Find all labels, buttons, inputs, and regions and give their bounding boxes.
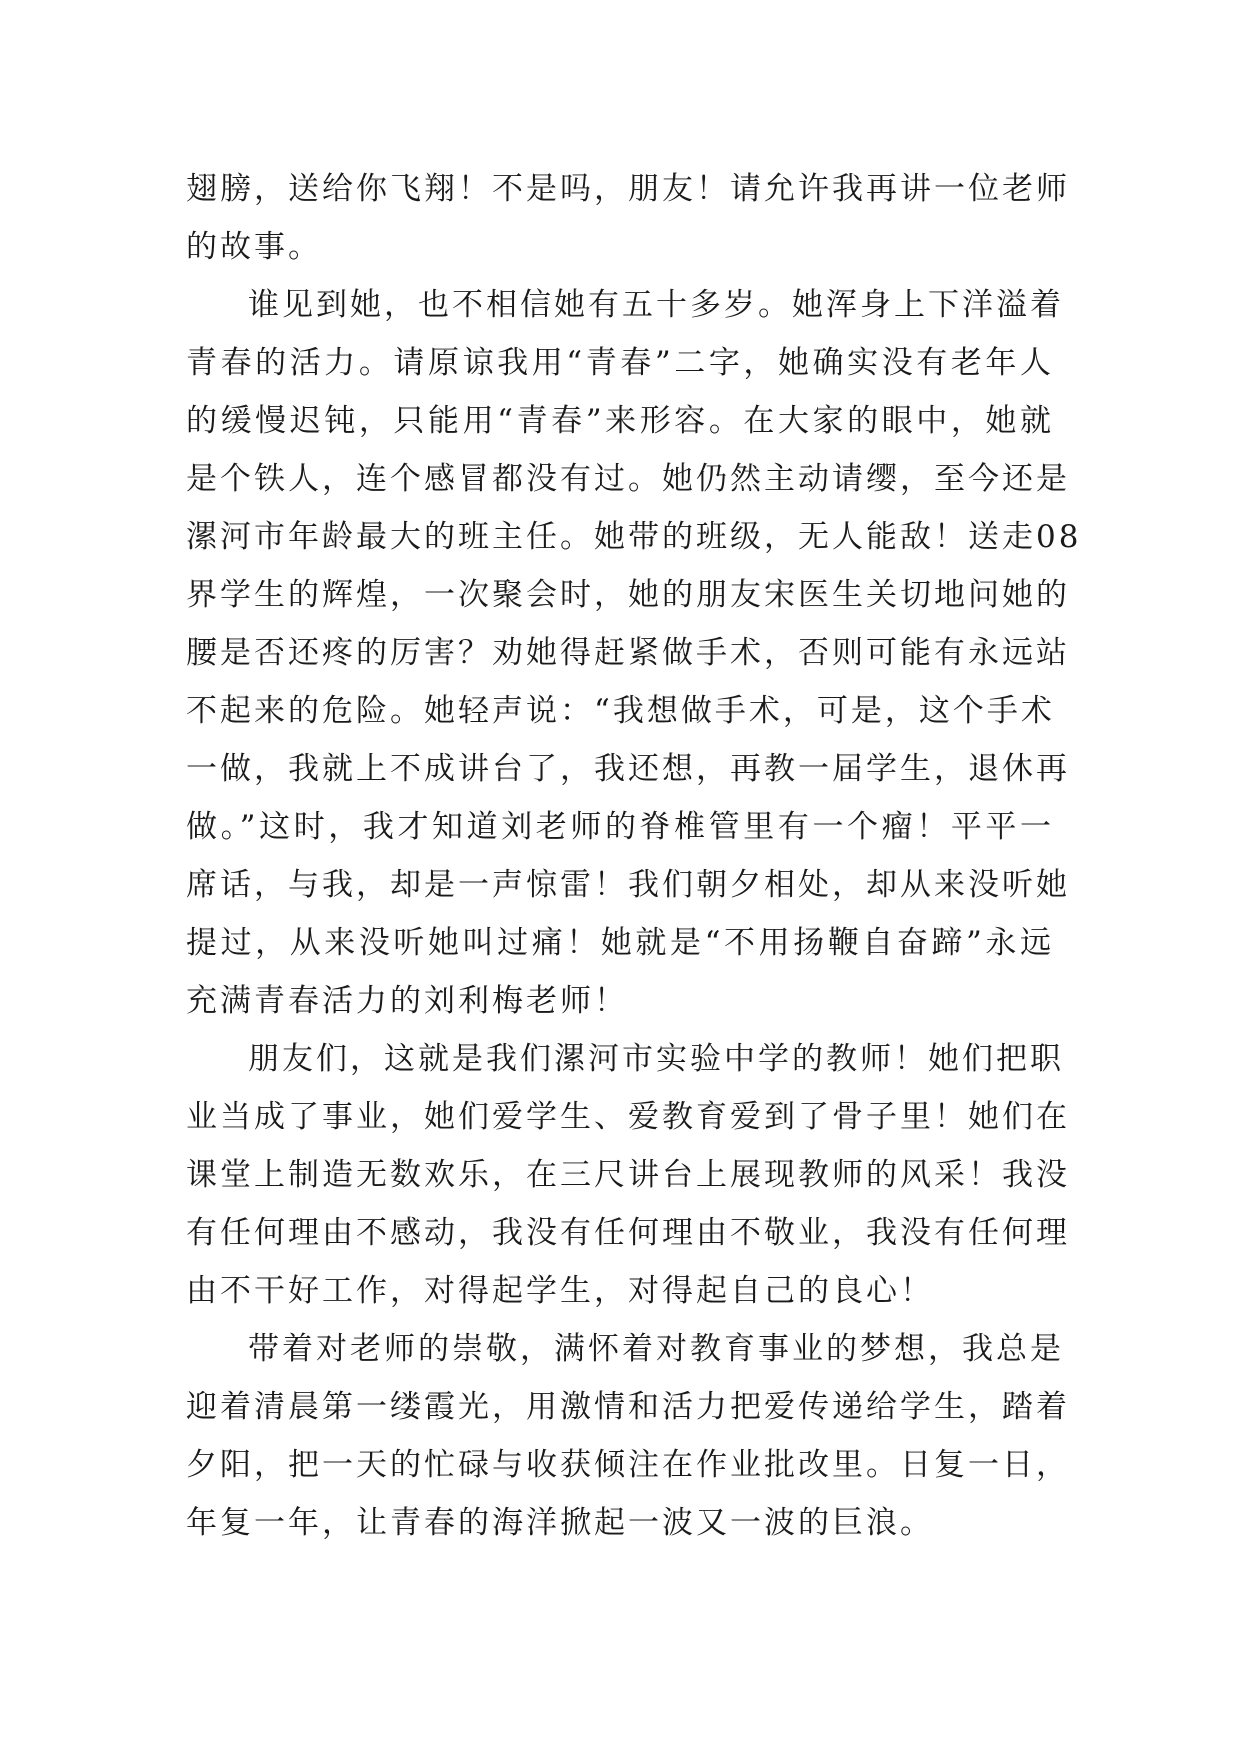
- text-line: 翅膀，送给你飞翔！不是吗，朋友！请允许我再讲一位老师: [186, 171, 1070, 207]
- text-line: 年复一年，让青春的海洋掀起一波又一波的巨浪。: [186, 1505, 934, 1541]
- text-line: 迎着清晨第一缕霞光，用激情和活力把爱传递给学生，踏着: [186, 1389, 1070, 1425]
- text-line: 业当成了事业，她们爱学生、爱教育爱到了骨子里！她们在: [186, 1099, 1070, 1135]
- text-line: 席话，与我，却是一声惊雷！我们朝夕相处，却从来没听她: [186, 867, 1070, 903]
- text-line: 由不干好工作，对得起学生，对得起自己的良心！: [186, 1273, 934, 1309]
- text-line: 界学生的辉煌，一次聚会时，她的朋友宋医生关切地问她的: [186, 577, 1070, 613]
- text-line: 是个铁人，连个感冒都没有过。她仍然主动请缨，至今还是: [186, 461, 1070, 497]
- text-line: 做。”这时，我才知道刘老师的脊椎管里有一个瘤！平平一: [186, 809, 1054, 845]
- text-line: 提过，从来没听她叫过痛！她就是“不用扬鞭自奋蹄”永远: [186, 925, 1054, 961]
- paragraph-start-line: 朋友们，这就是我们漯河市实验中学的教师！她们把职: [248, 1041, 1064, 1077]
- text-line: 的缓慢迟钝，只能用“青春”来形容。在大家的眼中，她就: [186, 403, 1054, 439]
- text-line: 一做，我就上不成讲台了，我还想，再教一届学生，退休再: [186, 751, 1070, 787]
- text-line: 有任何理由不感动，我没有任何理由不敬业，我没有任何理: [186, 1215, 1070, 1251]
- paragraph-start-line: 谁见到她，也不相信她有五十多岁。她浑身上下洋溢着: [248, 287, 1064, 323]
- text-line: 青春的活力。请原谅我用“青春”二字，她确实没有老年人: [186, 345, 1054, 381]
- text-line: 课堂上制造无数欢乐，在三尺讲台上展现教师的风采！我没: [186, 1157, 1070, 1193]
- text-line: 的故事。: [186, 229, 322, 265]
- text-line: 漯河市年龄最大的班主任。她带的班级，无人能敌！送走08: [186, 519, 1082, 555]
- text-line: 腰是否还疼的厉害？劝她得赶紧做手术，否则可能有永远站: [186, 635, 1070, 671]
- paragraph-start-line: 带着对老师的崇敬，满怀着对教育事业的梦想，我总是: [248, 1331, 1064, 1367]
- text-line: 不起来的危险。她轻声说：“我想做手术，可是，这个手术: [186, 693, 1055, 729]
- text-line: 充满青春活力的刘利梅老师！: [186, 983, 628, 1019]
- body-text: [186, 160, 1082, 1552]
- text-line: 夕阳，把一天的忙碌与收获倾注在作业批改里。日复一日，: [186, 1447, 1070, 1483]
